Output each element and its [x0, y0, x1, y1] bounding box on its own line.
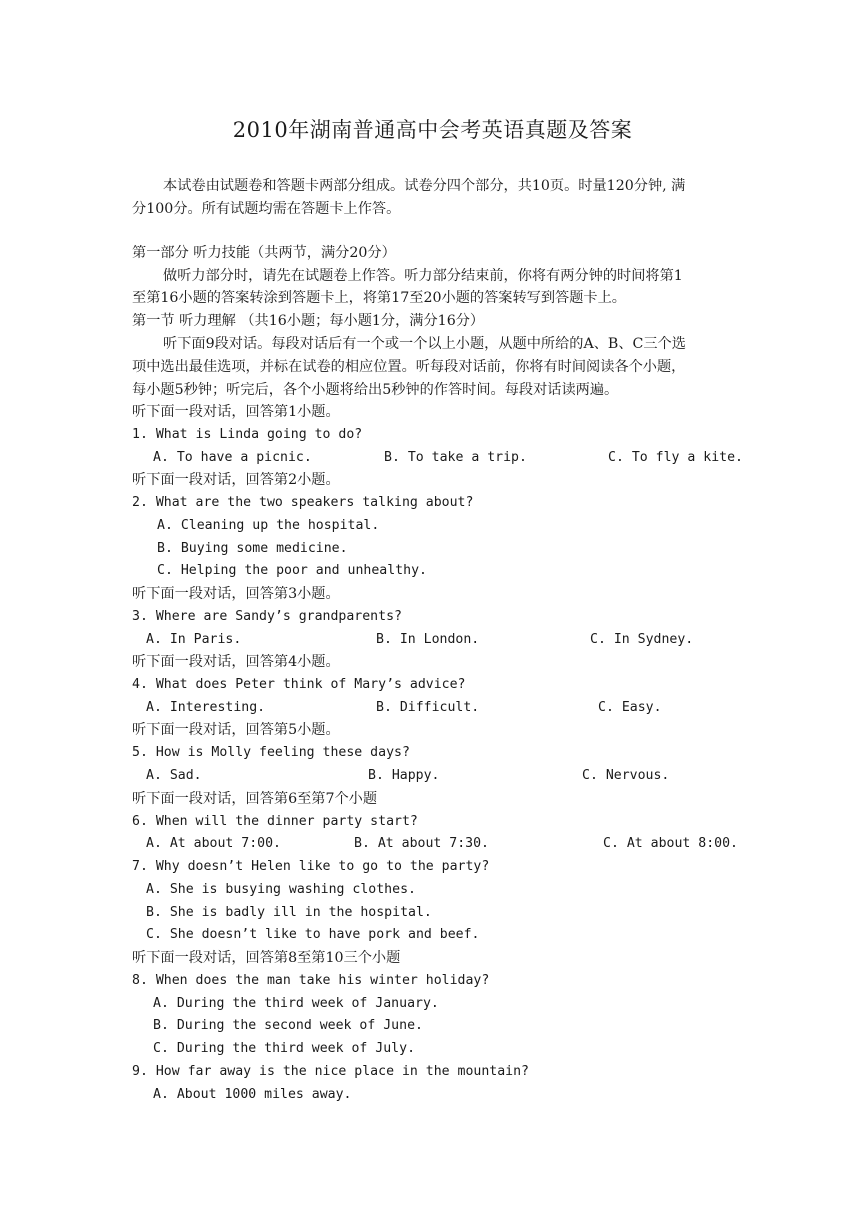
section1-instruction-2: 项中选出最佳选项，并标在试卷的相应位置。听每段对话前，你将有时间阅读各个小题， — [132, 359, 686, 375]
question-5-option-c: C. Nervous. — [582, 768, 670, 783]
dialogue-prompt: 听下面一段对话，回答第1小题。 — [132, 404, 340, 420]
question-8-option-c: C. During the third week of July. — [153, 1041, 416, 1056]
dialogue-prompt: 听下面一段对话，回答第4小题。 — [132, 654, 340, 670]
section1-instruction-3: 每小题5秒钟；听完后，各个小题将给出5秒钟的作答时间。每段对话读两遍。 — [132, 382, 619, 398]
question-4-option-c: C. Easy. — [598, 700, 662, 715]
question-7-option-c: C. She doesn’t like to have pork and beef. — [146, 927, 480, 942]
question-4-option-b: B. Difficult. — [376, 700, 480, 715]
question-9-option-a: A. About 1000 miles away. — [153, 1087, 352, 1102]
question-2-option-c: C. Helping the poor and unhealthy. — [157, 563, 427, 578]
question-6: 6. When will the dinner party start? — [132, 814, 418, 829]
question-6-option-b: B. At about 7:30. — [354, 836, 489, 851]
question-1-option-b: B. To take a trip. — [384, 450, 527, 465]
question-8-option-a: A. During the third week of January. — [153, 996, 439, 1011]
question-7-option-a: A. She is busying washing clothes. — [146, 882, 416, 897]
question-4-option-a: A. Interesting. — [146, 700, 266, 715]
dialogue-prompt: 听下面一段对话，回答第8至第10三个小题 — [132, 950, 401, 966]
part1-instruction-1: 做听力部分时，请先在试题卷上作答。听力部分结束前，你将有两分钟的时间将第1 — [163, 268, 683, 284]
question-9: 9. How far away is the nice place in the mountain? — [132, 1064, 529, 1079]
question-8: 8. When does the man take his winter holiday? — [132, 973, 490, 988]
question-7: 7. Why doesn’t Helen like to go to the party? — [132, 859, 490, 874]
dialogue-prompt: 听下面一段对话，回答第2小题。 — [132, 472, 340, 488]
intro-line-2: 分100分。所有试题均需在答题卡上作答。 — [132, 201, 401, 217]
question-3-option-a: A. In Paris. — [146, 632, 242, 647]
question-8-option-b: B. During the second week of June. — [153, 1018, 423, 1033]
question-3-option-b: B. In London. — [376, 632, 480, 647]
question-6-option-a: A. At about 7:00. — [146, 836, 281, 851]
dialogue-prompt: 听下面一段对话，回答第5小题。 — [132, 722, 340, 738]
question-5-option-b: B. Happy. — [368, 768, 440, 783]
question-4: 4. What does Peter think of Mary’s advice? — [132, 677, 466, 692]
question-3: 3. Where are Sandy’s grandparents? — [132, 609, 402, 624]
question-7-option-b: B. She is badly ill in the hospital. — [146, 905, 432, 920]
section1-heading: 第一节 听力理解 （共16小题；每小题1分，满分16分） — [132, 313, 485, 329]
question-1-option-a: A. To have a picnic. — [153, 450, 312, 465]
dialogue-prompt: 听下面一段对话，回答第6至第7个小题 — [132, 791, 378, 807]
question-1-option-c: C. To fly a kite. — [608, 450, 743, 465]
question-6-option-c: C. At about 8:00. — [603, 836, 738, 851]
part1-instruction-2: 至第16小题的答案转涂到答题卡上，将第17至20小题的答案转写到答题卡上。 — [132, 290, 626, 306]
section1-instruction-1: 听下面9段对话。每段对话后有一个或一个以上小题，从题中所给的A、B、C三个选 — [163, 336, 686, 352]
dialogue-prompt: 听下面一段对话，回答第3小题。 — [132, 586, 340, 602]
question-5-option-a: A. Sad. — [146, 768, 202, 783]
intro-line-1: 本试卷由试题卷和答题卡两部分组成。试卷分四个部分，共10页。时量120分钟, 满 — [163, 178, 686, 194]
question-2-option-a: A. Cleaning up the hospital. — [157, 518, 380, 533]
page-title: 2010年湖南普通高中会考英语真题及答案 — [232, 118, 633, 142]
question-5: 5. How is Molly feeling these days? — [132, 745, 410, 760]
question-2-option-b: B. Buying some medicine. — [157, 541, 348, 556]
question-2: 2. What are the two speakers talking about? — [132, 495, 474, 510]
part1-heading: 第一部分 听力技能（共两节，满分20分） — [132, 245, 396, 261]
question-3-option-c: C. In Sydney. — [590, 632, 694, 647]
question-1: 1. What is Linda going to do? — [132, 427, 363, 442]
